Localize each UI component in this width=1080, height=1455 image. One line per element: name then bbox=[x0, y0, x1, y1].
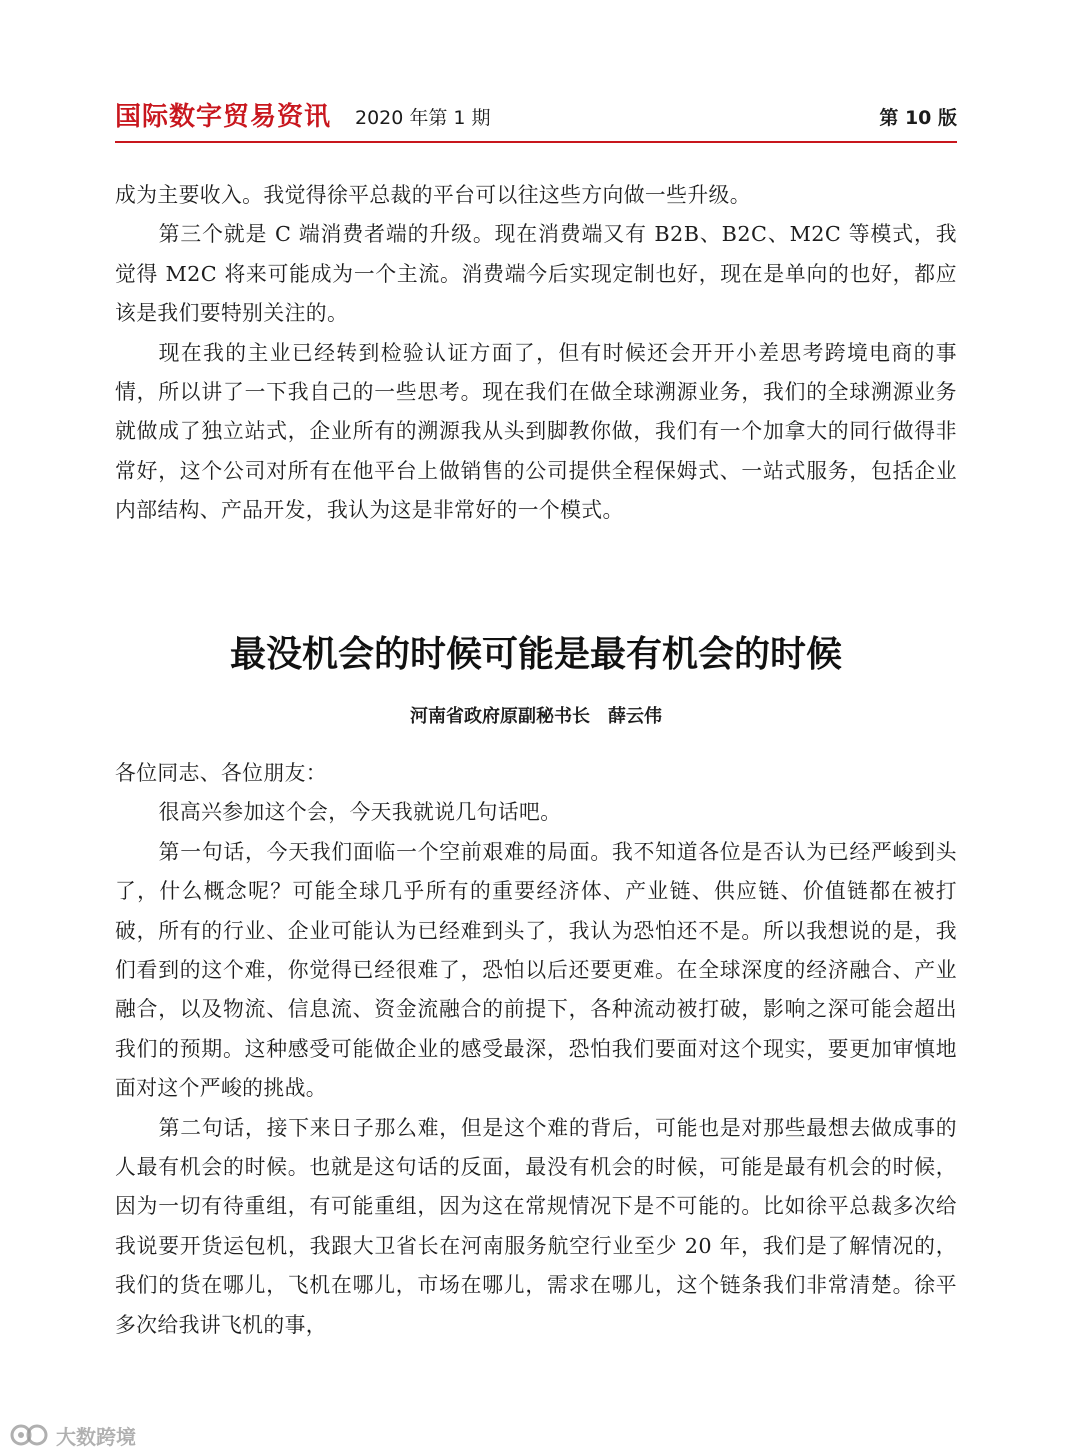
paragraph: 现在我的主业已经转到检验认证方面了，但有时候还会开开小差思考跨境电商的事情，所以讲了一下我自己的一些思考。现在我们在做全球溯源业务，我们的全球溯源业务就做成了独立站式，企业所有的溯源我从头到脚教你做，我们有一个加拿大的同行做得非常好，这个公司对所有在他平台上做销售的公司提供全程保姆式、一站式服务，包括企业内部结构、产品开发，我认为这是非常好的一个模式。 bbox=[115, 340, 957, 523]
page-header bbox=[115, 100, 957, 134]
paragraph: 第二句话，接下来日子那么难，但是这个难的背后，可能也是对那些最想去做成事的人最有机会的时候。也就是这句话的反面，最没有机会的时候，可能是最有机会的时候，因为一切有待重组，有可能重组，因为这在常规情况下是不可能的。比如徐平总裁多次给我说要开货运包机，我跟大卫省长在河南服务航空行业至少 20 年，我们是了解情况的，我们的货在哪儿，飞机在哪儿，市场在哪儿，需求在哪儿，这个链条我们非常清楚。徐平多次给我讲飞机的事， bbox=[115, 1115, 957, 1337]
article-body bbox=[115, 754, 957, 1345]
paragraph: 第一句话，今天我们面临一个空前艰难的局面。我不知道各位是否认为已经严峻到头了，什么概念呢？可能全球几乎所有的重要经济体、产业链、供应链、价值链都在被打破，所有的行业、企业可能认为已经难到头了，我认为恐怕还不是。所以我想说的是，我们看到的这个难，你觉得已经很难了，恐怕以后还要更难。在全球深度的经济融合、产业融合，以及物流、信息流、资金流融合的前提下，各种流动被打破，影响之深可能会超出我们的预期。这种感受可能做企业的感受最深，恐怕我们要面对这个现实，要更加审慎地面对这个严峻的挑战。 bbox=[115, 839, 957, 1101]
paragraph: 成为主要收入。我觉得徐平总裁的平台可以往这些方向做一些升级。 bbox=[115, 183, 751, 207]
publication-name: 国际数字贸易资讯 bbox=[115, 102, 332, 132]
dashu-logo-icon bbox=[10, 1420, 50, 1450]
paragraph: 很高兴参加这个会，今天我就说几句话吧。 bbox=[158, 800, 562, 825]
paragraph: 第三个就是 C 端消费者端的升级。现在消费端又有 B2B、B2C、M2C 等模式，我觉得 M2C 将来可能成为一个主流。消费端今后实现定制也好，现在是单向的也好，都应该是我们要特别关注的。 bbox=[115, 222, 957, 326]
watermark-text: 大数跨境 bbox=[56, 1424, 136, 1449]
watermark bbox=[10, 1418, 136, 1452]
article-title: 最没机会的时候可能是最有机会的时候 bbox=[229, 633, 842, 675]
salutation: 各位同志、各位朋友： bbox=[115, 761, 327, 785]
continued-article-body bbox=[115, 176, 957, 531]
page-number: 第 10 版 bbox=[879, 107, 957, 129]
article-byline: 河南省政府原副秘书长 薛云伟 bbox=[410, 706, 662, 727]
issue-label: 2020 年第 1 期 bbox=[355, 107, 491, 129]
header-divider bbox=[115, 141, 957, 143]
